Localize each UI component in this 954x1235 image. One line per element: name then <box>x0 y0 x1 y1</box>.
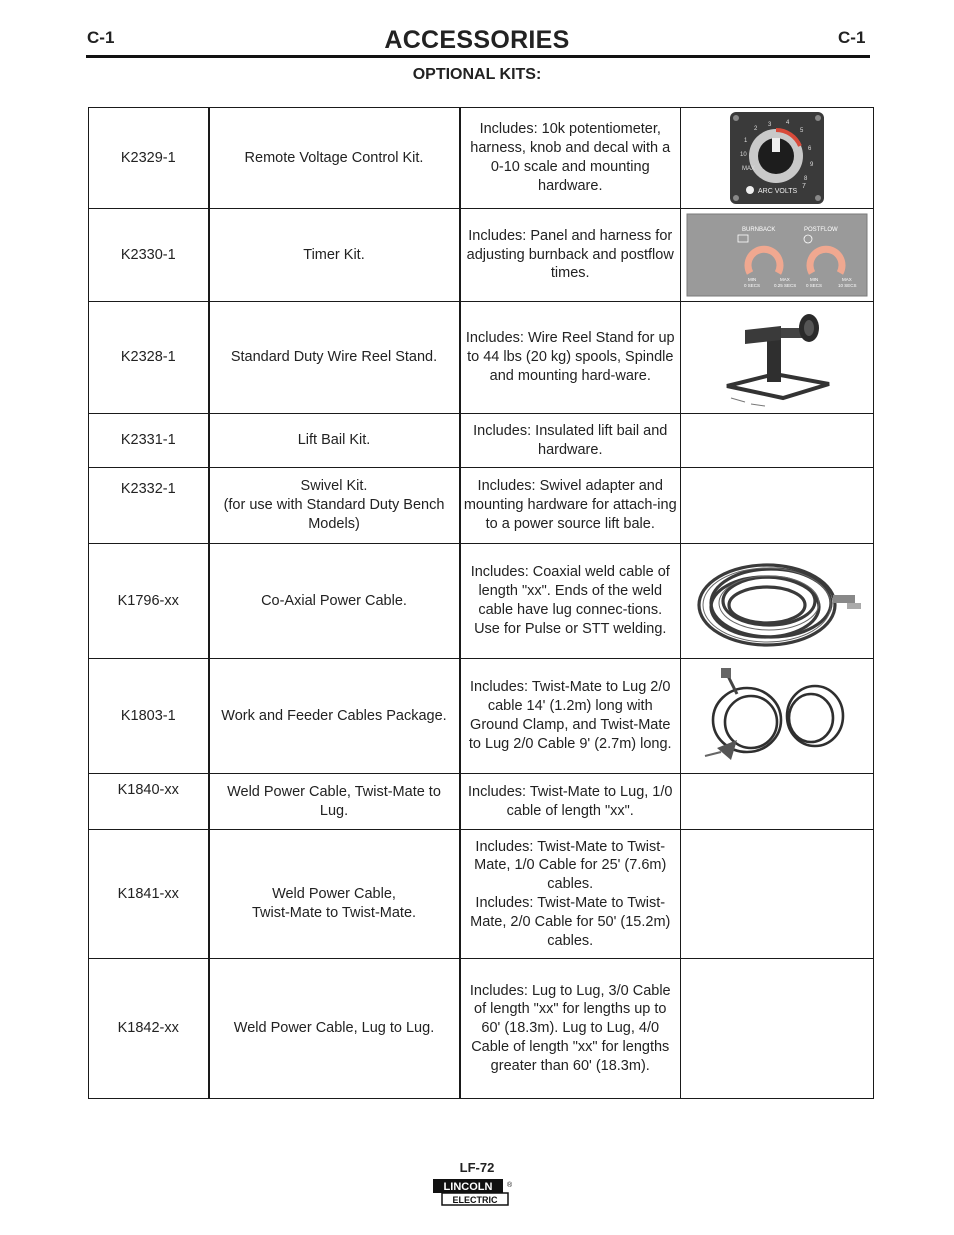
kit-includes: Includes: Lug to Lug, 3/0 Cable of length "xx" for lengths up to 60' (18.3m). Lug to Lug, 4/0 Cable of length "xx" for lengths greater than 60' (18.3m). <box>460 959 681 1099</box>
kit-includes: Includes: Coaxial weld cable of length "xx". Ends of the weld cable have lug connec-tions. Use for Pulse or STT welding. <box>460 544 681 659</box>
kit-includes-line: Includes: Twist-Mate to Twist-Mate, 2/0 Cable for 50' (15.2m) cables. <box>470 895 671 949</box>
burnback-min-label: MIN <box>748 277 757 282</box>
table-row <box>89 108 874 209</box>
kit-image-cell <box>681 830 874 959</box>
kit-includes: Includes: Swivel adapter and mounting hardware for attach-ing to a power source lift bale. <box>460 468 681 544</box>
postflow-min-secs: 0 SECS <box>806 283 823 288</box>
burnback-label: BURNBACK <box>742 227 776 233</box>
kit-includes: Includes: 10k potentiometer, harness, knob and decal with a 0-10 scale and mounting hardware. <box>460 108 681 209</box>
kit-image-cell <box>681 302 874 414</box>
table-row <box>89 544 874 659</box>
dial-number: 2 <box>754 126 758 132</box>
kit-name-line: Swivel Kit. <box>300 478 368 495</box>
kit-name: Standard Duty Wire Reel Stand. <box>209 302 460 414</box>
dial-number: 6 <box>808 146 812 152</box>
table-row <box>89 414 874 468</box>
kit-name: Weld Power Cable, Twist-Mate to Lug. <box>209 774 460 830</box>
table-row <box>89 830 874 959</box>
part-number: K1842-xx <box>89 959 209 1099</box>
kit-name-line: Weld Power Cable, <box>272 885 396 902</box>
postflow-min-label: MIN <box>810 277 819 282</box>
timer-panel-image <box>686 213 868 297</box>
kit-image-cell <box>681 468 874 544</box>
title-rule <box>86 55 870 58</box>
kit-name: Timer Kit. <box>209 209 460 302</box>
optional-kits-table <box>88 107 874 1099</box>
section-number-right: C-1 <box>838 28 866 47</box>
kit-includes <box>460 830 681 959</box>
section-number-left: C-1 <box>87 28 115 47</box>
table-row <box>89 302 874 414</box>
part-number: K2329-1 <box>89 108 209 209</box>
kit-name <box>209 468 460 544</box>
kit-includes: Includes: Insulated lift bail and hardware. <box>460 414 681 468</box>
section-subtitle: OPTIONAL KITS: <box>412 66 542 83</box>
dial-number: MAX <box>742 166 756 172</box>
kit-name-line: Twist-Mate to Twist-Mate. <box>251 904 417 921</box>
part-number: K2328-1 <box>89 302 209 414</box>
work-feeder-cables-image <box>697 664 857 768</box>
kit-name: Co-Axial Power Cable. <box>209 544 460 659</box>
kit-image-cell <box>681 659 874 774</box>
page-title: ACCESSORIES <box>384 26 570 54</box>
postflow-max-label: MAX <box>842 277 852 282</box>
kit-name: Weld Power Cable, Lug to Lug. <box>209 959 460 1099</box>
part-number: K2331-1 <box>89 414 209 468</box>
part-number: K2330-1 <box>89 209 209 302</box>
coaxial-cable-image <box>687 549 867 653</box>
kit-name-line: (for use with Standard Duty Bench Models) <box>223 497 445 532</box>
kit-image-cell <box>681 414 874 468</box>
dial-number: 9 <box>810 162 814 168</box>
lincoln-electric-logo <box>432 1178 512 1208</box>
table-row <box>89 468 874 544</box>
dial-max-label: 7 <box>802 183 806 190</box>
dial-number: 3 <box>768 122 772 128</box>
burnback-max-label: MAX <box>780 277 790 282</box>
kit-includes: Includes: Wire Reel Stand for up to 44 lbs (20 kg) spools, Spindle and mounting hard-ware. <box>460 302 681 414</box>
dial-number: 4 <box>786 120 790 126</box>
logo-top-text: LINCOLN <box>443 1181 493 1193</box>
kit-name: Lift Bail Kit. <box>209 414 460 468</box>
kit-image-cell <box>681 959 874 1099</box>
postflow-max-secs: 10 SECS <box>838 283 857 288</box>
logo-registered-mark: ® <box>507 1182 512 1189</box>
part-number: K1796-xx <box>89 544 209 659</box>
kit-name <box>209 830 460 959</box>
table-row <box>89 959 874 1099</box>
dial-number: 1 <box>744 138 748 144</box>
kit-name: Remote Voltage Control Kit. <box>209 108 460 209</box>
kit-includes: Includes: Twist-Mate to Lug, 1/0 cable of length "xx". <box>460 774 681 830</box>
burnback-max-secs: 0.25 SECS <box>774 283 797 288</box>
dial-number: 5 <box>800 128 804 134</box>
wire-reel-stand-image <box>717 306 837 410</box>
part-number: K2332-1 <box>89 468 209 544</box>
dial-number: 8 <box>804 176 808 182</box>
part-number: K1841-xx <box>89 830 209 959</box>
kit-image-cell <box>681 209 874 302</box>
kit-image-cell <box>681 108 874 209</box>
kit-image-cell <box>681 544 874 659</box>
kit-includes: Includes: Panel and harness for adjusting burnback and postflow times. <box>460 209 681 302</box>
kit-includes: Includes: Twist-Mate to Lug 2/0 cable 14' (1.2m) long with Ground Clamp, and Twist-Mate to Lug 2/0 Cable 9' (2.7m) long. <box>460 659 681 774</box>
table-row <box>89 659 874 774</box>
postflow-label: POSTFLOW <box>804 227 838 233</box>
kit-name: Work and Feeder Cables Package. <box>209 659 460 774</box>
part-number: K1803-1 <box>89 659 209 774</box>
kit-image-cell <box>681 774 874 830</box>
footer-model-number: LF-72 <box>459 1160 495 1175</box>
dial-number: 10 <box>740 152 747 158</box>
remote-voltage-dial-image <box>728 110 826 206</box>
dial-arc-volts-label: ARC VOLTS <box>758 188 798 195</box>
table-row <box>89 774 874 830</box>
kit-includes-line: Includes: Twist-Mate to Twist-Mate, 1/0 Cable for 25' (7.6m) cables. <box>474 838 667 893</box>
part-number: K1840-xx <box>89 774 209 830</box>
burnback-min-secs: 0 SECS <box>744 283 761 288</box>
logo-bottom-text: ELECTRIC <box>452 1195 498 1205</box>
table-row <box>89 209 874 302</box>
